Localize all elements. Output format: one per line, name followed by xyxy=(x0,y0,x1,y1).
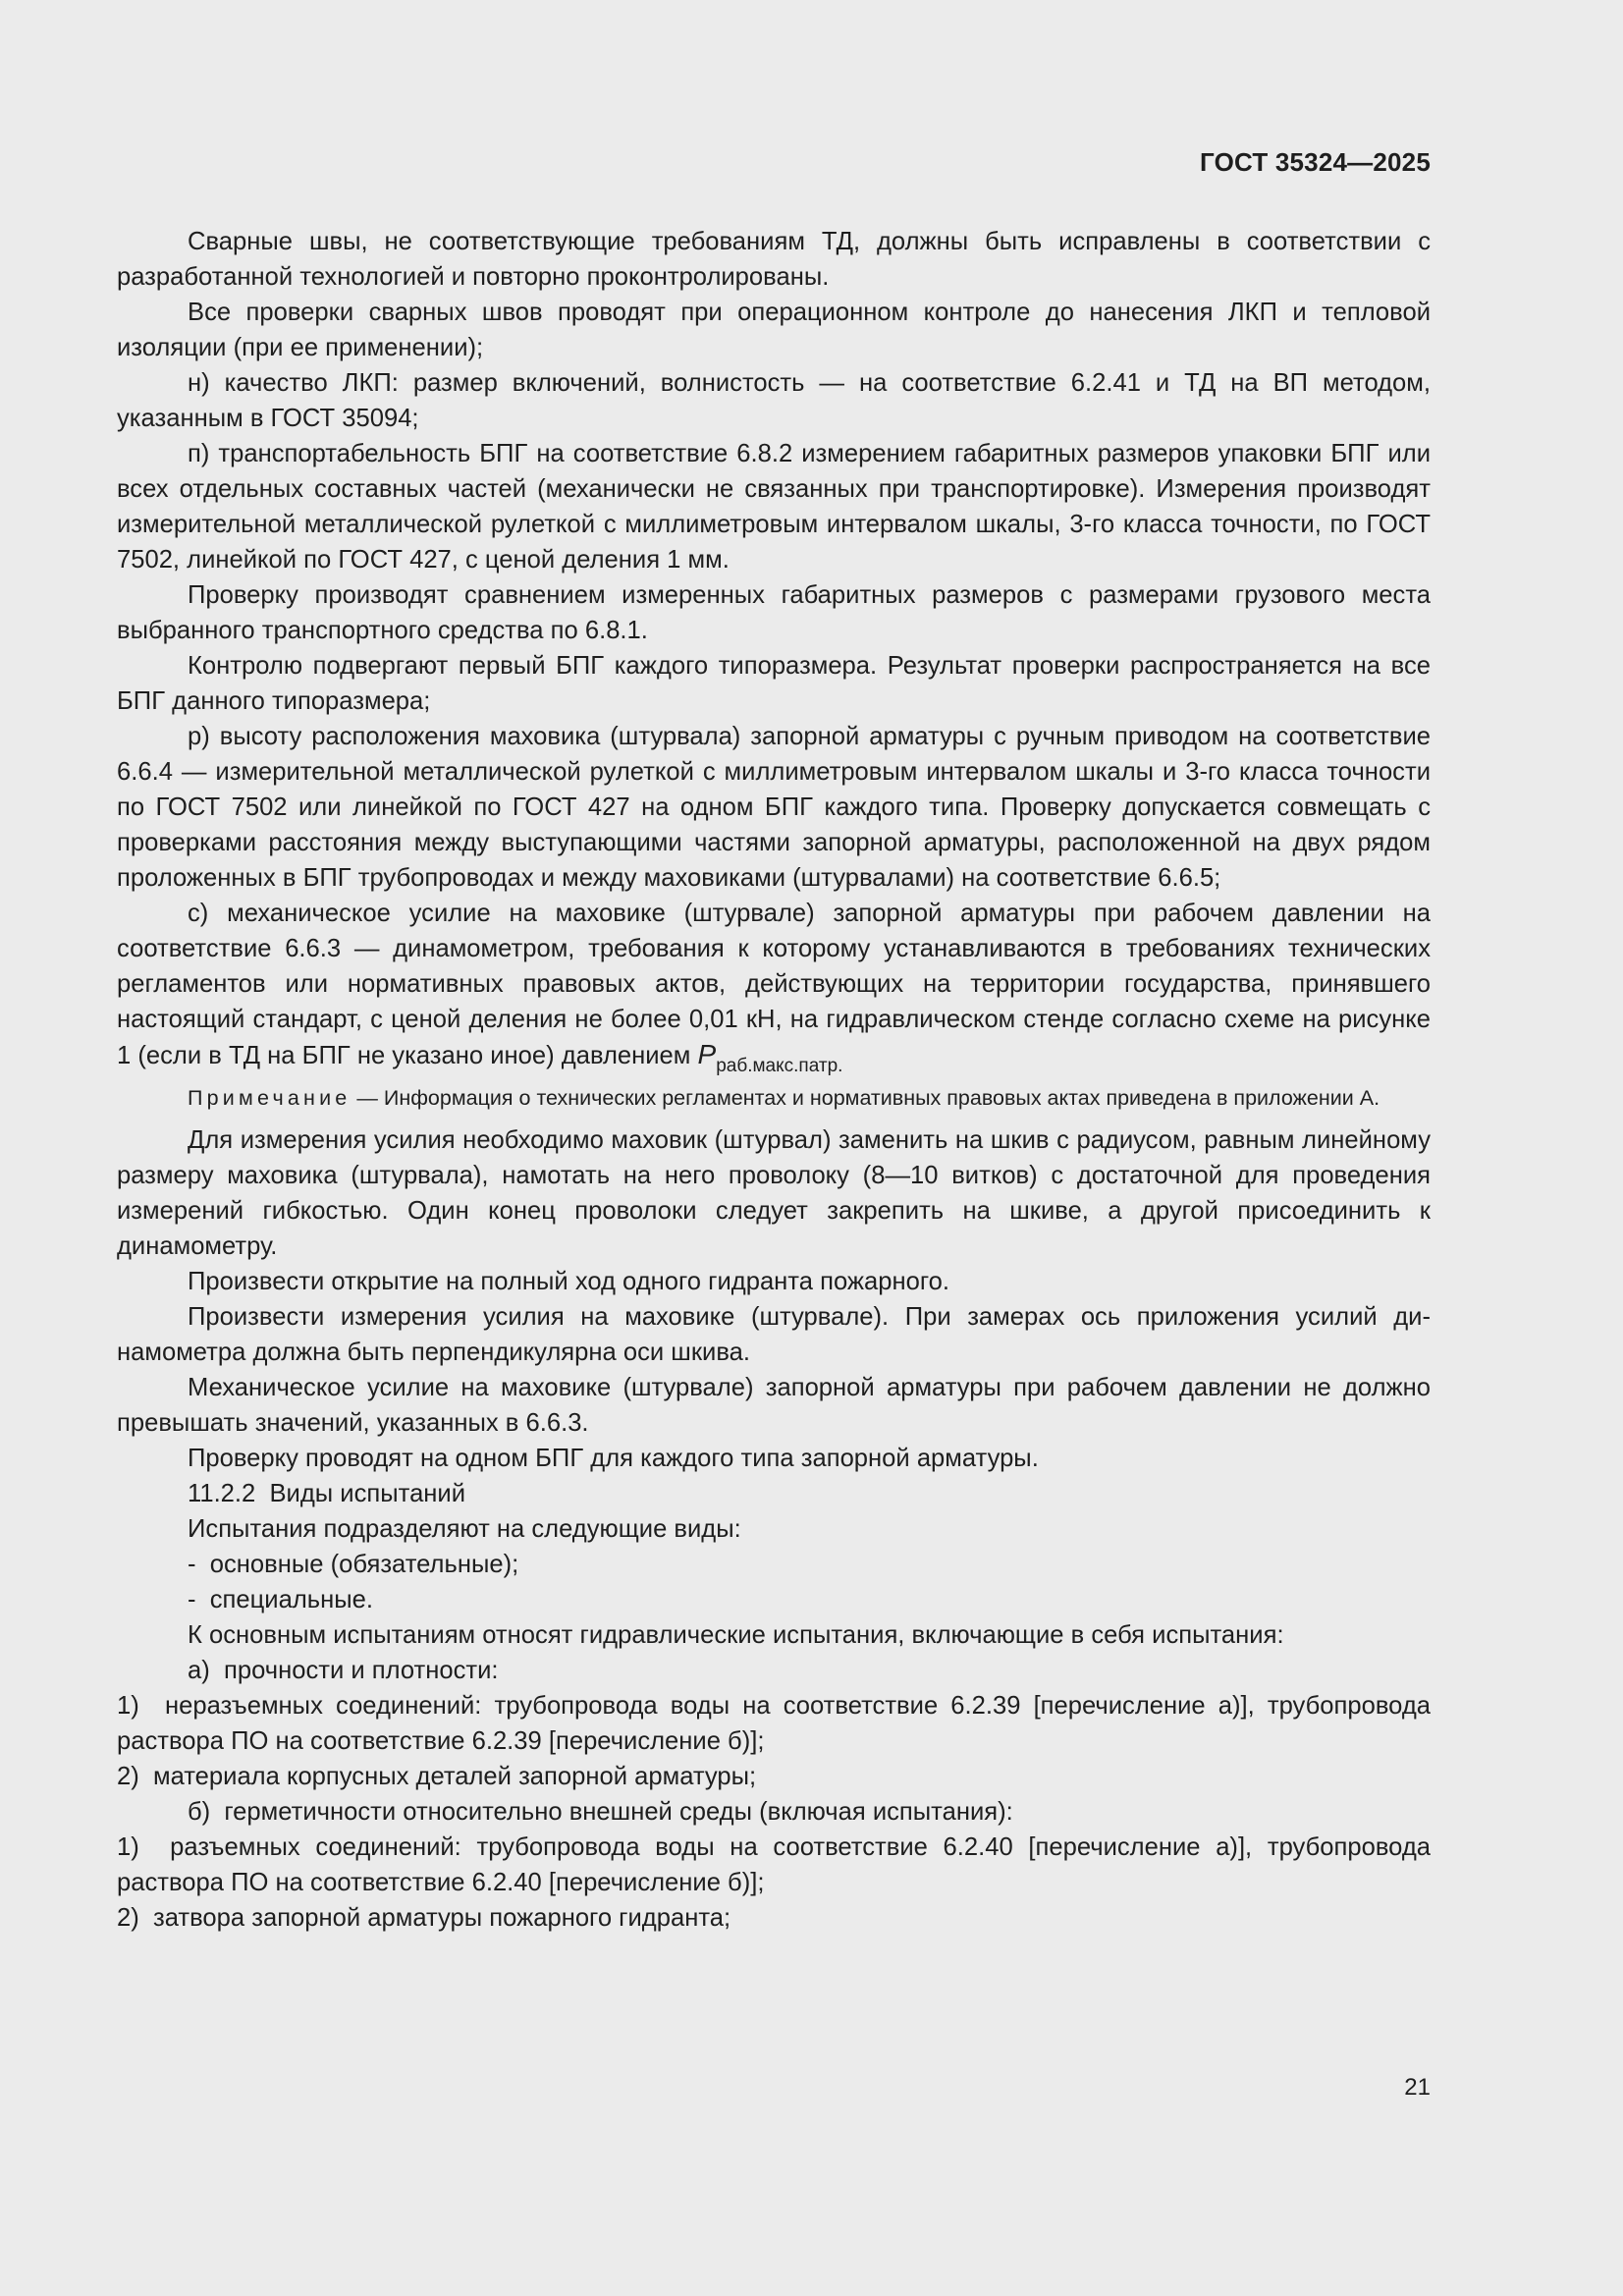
document-header: ГОСТ 35324—2025 xyxy=(1200,147,1431,177)
note xyxy=(117,1084,1431,1113)
page-number: 21 xyxy=(1404,2074,1431,2101)
paragraph: Контролю подвергают первый БПГ каждого типоразмера. Результат проверки распространяется на все БПГ данного типоразмера; xyxy=(117,652,1431,715)
note-label: Примечание xyxy=(188,1086,352,1110)
paragraph: Проверку проводят на одном БПГ для каждого типа запорной арматуры. xyxy=(188,1445,1039,1472)
list-item-r: р) высоту расположения маховика (штурвала) запорной арматуры с ручным приводом на соответствие 6.6.4 — измерительной металлической рулеткой с миллиметровым интервалом шкалы и 3-го класса точности по ГОСТ 7502 или линейкой по ГОСТ 427 на одном БПГ каждого типа. Проверку допускается совмещать с проверками расстояния между выступающими частями запорной арматуры, расположенной на двух рядом проложенных в БПГ трубопроводах и между маховиками (штурвалами) на соответствие 6.6.5; xyxy=(117,723,1431,892)
paragraph: Все проверки сварных швов проводят при операционном контроле до нанесения ЛКП и тепловой изоляции (при ее применении); xyxy=(117,299,1431,361)
list-item-s-text: с) механическое усилие на маховике (штурвале) запорной арматуры при рабочем давлении на соответствие 6.6.3 — динамометром, требования к которому устанавливаются в требованиях технических регламентов или нормативных правовых актов, действующих на территории государства, принявшего настоящий стандарт, с ценой деления не более 0,01 кН, на гидравлическом стенде согласно схеме на рисунке 1 (если в ТД на БПГ не указано иное) давлением xyxy=(117,900,1431,1069)
section-heading: 11.2.2 Виды испытаний xyxy=(188,1480,466,1507)
paragraph: К основным испытаниям относят гидравлические испытания, включающие в себя испытания: xyxy=(188,1621,1284,1649)
paragraph: Сварные швы, не соответствующие требованиям ТД, должны быть исправлены в соответствии с разработанной технологией и повторно проконтролированы. xyxy=(117,228,1431,291)
dash-item: - специальные. xyxy=(188,1586,373,1613)
dash-item: - основные (обязательные); xyxy=(188,1551,519,1578)
sub-list-item: 2) материала корпусных деталей запорной арматуры; xyxy=(117,1763,757,1790)
list-item-n: н) качество ЛКП: размер включений, волнистость — на соответствие 6.2.41 и ТД на ВП методом, указанным в ГОСТ 35094; xyxy=(117,369,1431,432)
list-item-s xyxy=(117,896,1431,1076)
paragraph: Проверку производят сравнением измеренных габаритных размеров с размерами грузового места выбранного транспортного средства по 6.8.1. xyxy=(117,581,1431,644)
list-item-b: б) герметичности относительно внешней среды (включая испытания): xyxy=(188,1798,1013,1826)
paragraph: Для измерения усилия необходимо маховик (штурвал) заменить на шкив с радиусом, равным линейному размеру маховика (штурвала), намотать на него проволоку (8—10 витков) с достаточной для проведения измерений гибкостью. Один конец проволоки следует закрепить на шкиве, а другой присоединить к динамометру. xyxy=(117,1126,1431,1260)
sub-list-item: 2) затвора запорной арматуры пожарного гидранта; xyxy=(117,1904,731,1932)
paragraph: Испытания подразделяют на следующие виды: xyxy=(188,1515,741,1543)
paragraph: Механическое усилие на маховике (штурвале) запорной арматуры при рабочем давлении не должно превышать значений, указанных в 6.6.3. xyxy=(117,1374,1431,1437)
pressure-symbol: P xyxy=(697,1039,717,1069)
note-text: — Информация о технических регламентах и нормативных правовых актах приведена в приложении А. xyxy=(351,1086,1380,1110)
paragraph: Произвести открытие на полный ход одного гидранта пожарного. xyxy=(188,1268,949,1295)
page-body xyxy=(117,224,1438,1936)
paragraph: Произвести измерения усилия на маховике (штурвале). При замерах ось приложения усилий динамометра должна быть перпендикулярна оси шкива. xyxy=(117,1303,1431,1366)
sub-list-item: 1) неразъемных соединений: трубопровода воды на соответствие 6.2.39 [перечисление а)], трубопровода раствора ПО на соответствие 6.2.39 [перечисление б)]; xyxy=(117,1692,1438,1755)
pressure-subscript: раб.макс.патр. xyxy=(716,1056,843,1076)
list-item-a: а) прочности и плотности: xyxy=(188,1657,499,1684)
list-item-p: п) транспортабельность БПГ на соответствие 6.8.2 измерением габаритных размеров упаковки БПГ или всех отдельных составных частей (механически не связанных при транспортировке). Измерения производят измерительной металлической рулеткой с миллиметровым интервалом шкалы, 3-го класса точности, по ГОСТ 7502, линейкой по ГОСТ 427, с ценой деления 1 мм. xyxy=(117,440,1431,574)
sub-list-item: 1) разъемных соединений: трубопровода воды на соответствие 6.2.40 [перечисление а)], трубопровода раствора ПО на соответствие 6.2.40 [перечисление б)]; xyxy=(117,1833,1438,1896)
